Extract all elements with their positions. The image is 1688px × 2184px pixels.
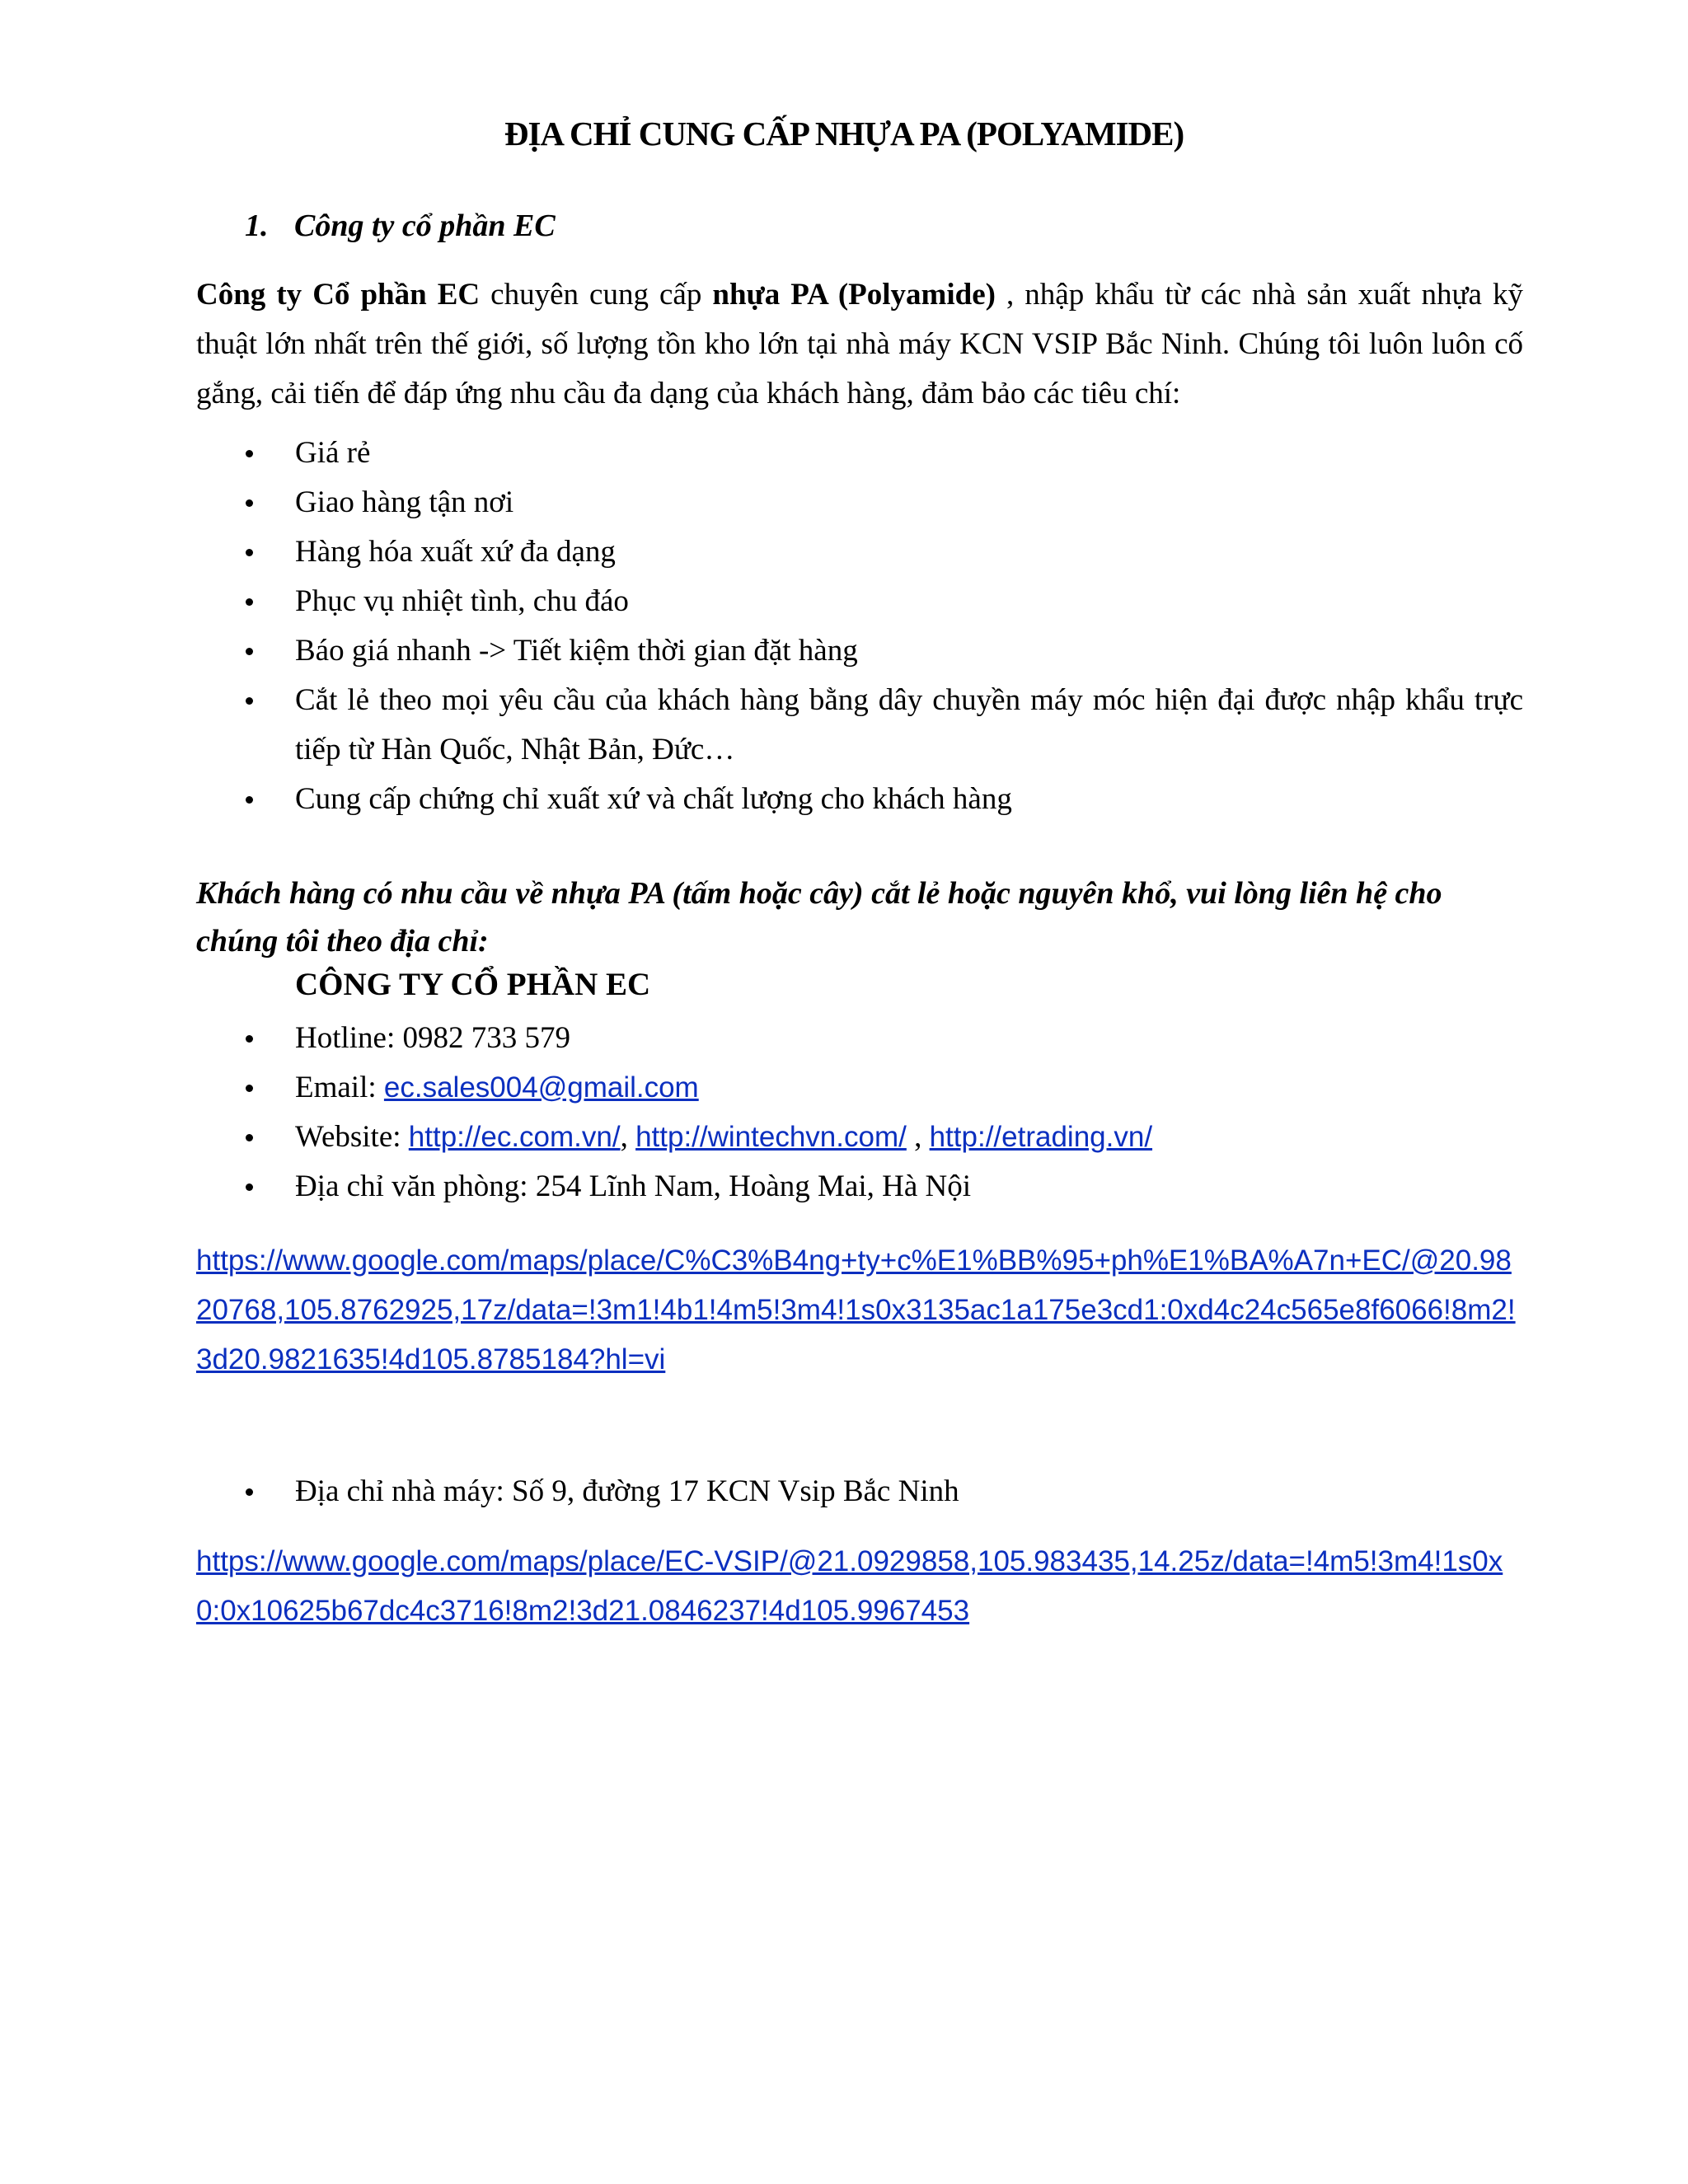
bullet-icon [246,697,253,705]
website-item: Website: http://ec.com.vn/, http://wintechvn.com/ , http://etrading.vn/ [196,1113,1523,1162]
bullet-icon [246,1035,253,1043]
section-number: 1. [245,209,269,243]
list-item: Phục vụ nhiệt tình, chu đáo [196,577,1523,626]
email-label: Email: [295,1071,384,1104]
feature-list [196,429,1523,824]
factory-map-link[interactable]: https://www.google.com/maps/place/EC-VSIP/@21.0929858,105.983435,14.25z/data=!4m5!3m4!1s0x0:0x10625b67dc4c3716!8m2!3d21.0846237!4d105.9967453 [196,1545,1503,1627]
section-heading [245,208,556,244]
hotline-number: 0982 733 579 [402,1021,571,1055]
website-link-etrading[interactable]: http://etrading.vn/ [929,1121,1153,1153]
intro-text-1: chuyên cung cấp [480,278,713,312]
factory-address: Địa chỉ nhà máy: Số 9, đường 17 KCN Vsip Bắc Ninh [295,1474,959,1508]
bullet-icon [246,648,253,655]
bullet-icon [246,1134,253,1141]
list-item: Cung cấp chứng chỉ xuất xứ và chất lượng cho khách hàng [196,775,1523,824]
bullet-icon [246,450,253,457]
intro-paragraph [196,270,1523,419]
company-name: CÔNG TY CỔ PHẦN EC [295,967,651,1002]
bullet-icon [246,1085,253,1092]
contact-list [196,1014,1523,1212]
list-item: Hàng hóa xuất xứ đa dạng [196,527,1523,577]
factory-address-item [196,1467,1523,1516]
bullet-icon [246,796,253,804]
bullet-icon [246,1183,253,1191]
list-item: Cắt lẻ theo mọi yêu cầu của khách hàng bằng dây chuyền máy móc hiện đại được nhập khẩu trực tiếp từ Hàn Quốc, Nhật Bản, Đức… [196,676,1523,775]
bullet-icon [246,549,253,556]
email-link[interactable]: ec.sales004@gmail.com [383,1071,699,1104]
bullet-icon [246,598,253,606]
bullet-icon [246,1488,253,1496]
list-item: Giá rẻ [196,429,1523,478]
list-item: Giao hàng tận nơi [196,478,1523,527]
document-title: ĐỊA CHỈ CUNG CẤP NHỰA PA (POLYAMIDE) [504,115,1184,152]
office-address-item [196,1162,1523,1212]
email-item [196,1063,1523,1113]
intro-company: Công ty Cổ phần EC [196,278,481,312]
intro-product: nhựa PA (Polyamide) [712,278,996,312]
office-map-link[interactable]: https://www.google.com/maps/place/C%C3%B4ng+ty+c%E1%BB%95+ph%E1%BA%A7n+EC/@20.9820768,105.8762925,17z/data=!3m1!4b1!4m5!3m4!1s0x3135ac1a175e3cd1:0xd4c24c565e8f6066!8m2!3d20.9821635!4d105.8785184?hl=vi [196,1244,1516,1376]
hotline-item [196,1014,1523,1063]
website-link-ec[interactable]: http://ec.com.vn/ [408,1121,621,1153]
bullet-icon [246,499,253,507]
factory-list [196,1467,1523,1516]
website-link-wintech[interactable]: http://wintechvn.com/ [635,1121,907,1153]
hotline-label: Hotline: [295,1021,403,1055]
list-item: Báo giá nhanh -> Tiết kiệm thời gian đặt hàng [196,626,1523,676]
website-label: Website: [295,1120,409,1154]
section-heading-text: Công ty cổ phần EC [294,209,556,243]
contact-intro: Khách hàng có nhu cầu về nhựa PA (tấm hoặc cây) cắt lẻ hoặc nguyên khổ, vui lòng liên hệ cho chúng tôi theo địa chỉ: [196,876,1442,958]
office-address: Địa chỉ văn phòng: 254 Lĩnh Nam, Hoàng Mai, Hà Nội [295,1169,972,1203]
intro-text-2: , nhập khẩu từ các nhà sản xuất nhựa kỹ thuật lớn nhất trên thế giới, số lượng tồn kho lớn tại nhà máy KCN VSIP Bắc Ninh. Chúng tôi luôn luôn cố gắng, cải tiến để đáp ứng nhu cầu đa dạng của khách hàng, đảm bảo các tiêu chí: [196,278,1523,410]
